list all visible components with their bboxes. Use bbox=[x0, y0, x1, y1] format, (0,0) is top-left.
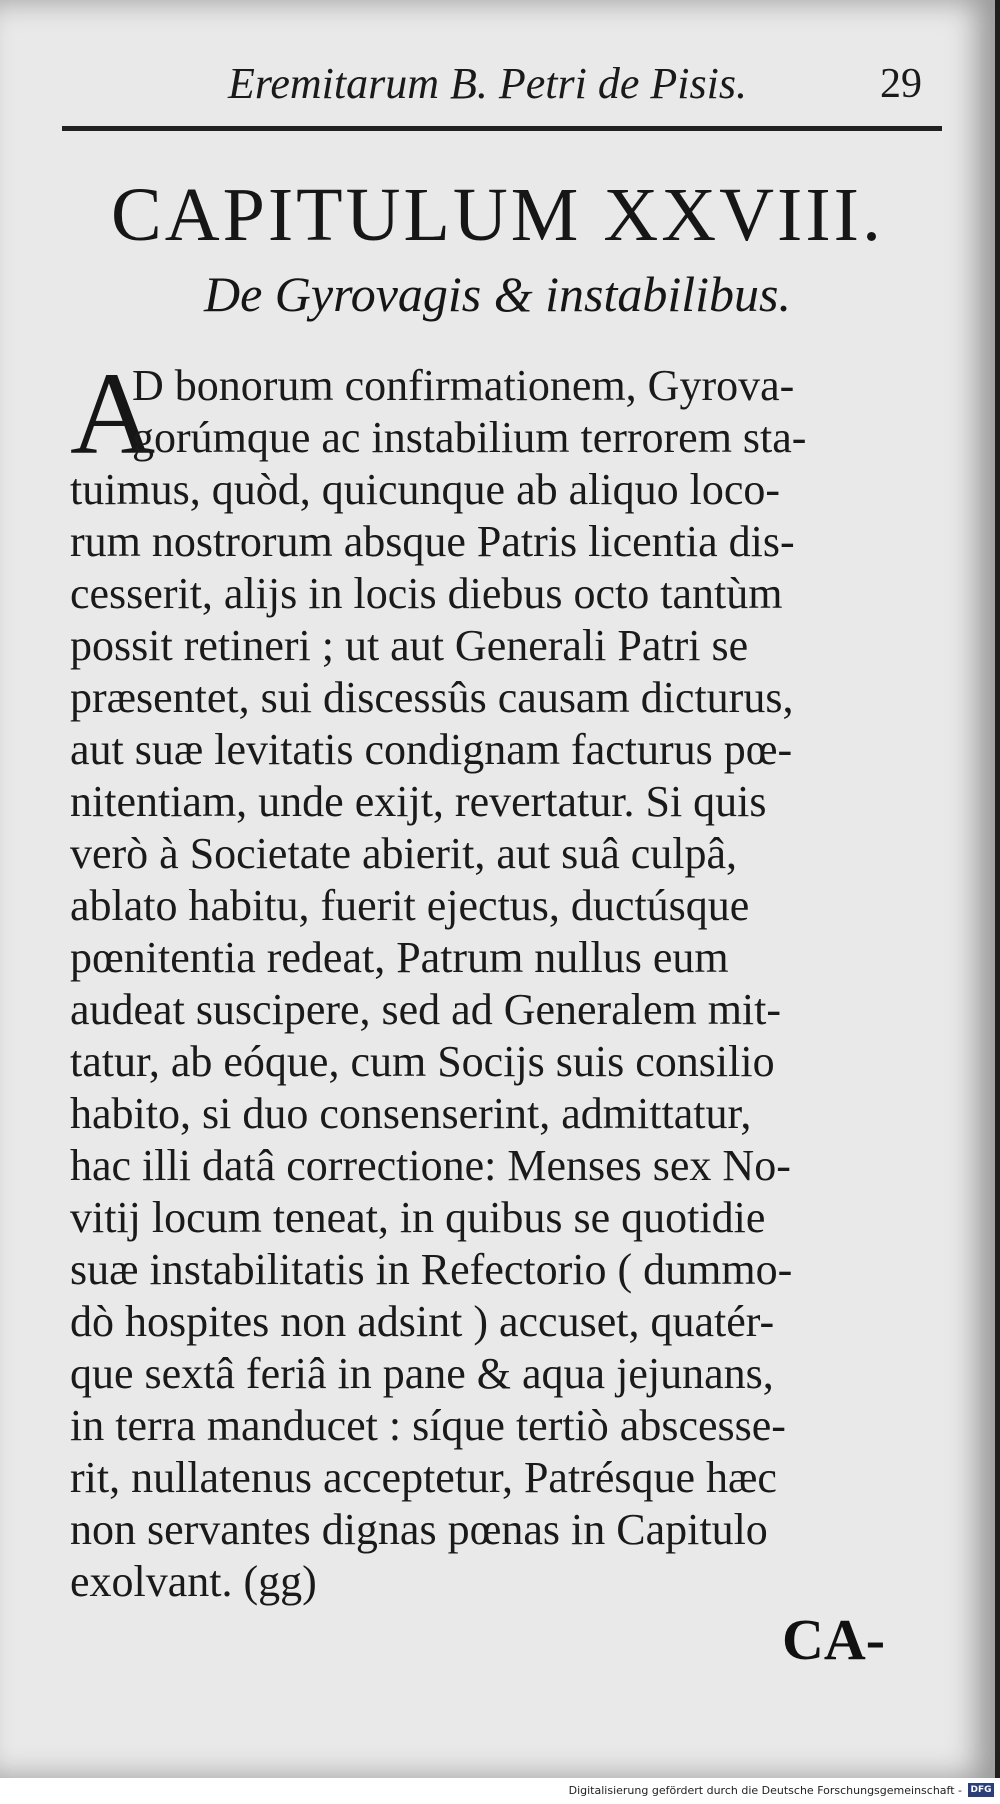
funding-credit: Digitalisierung gefördert durch die Deutsche Forschungsgemeinschaft - bbox=[568, 1784, 962, 1797]
text-line: exolvant. (gg) bbox=[70, 1557, 317, 1606]
text-line: præsentet, sui discessûs causam dicturus, bbox=[70, 673, 794, 722]
text-line: ablato habitu, fuerit ejectus, ductúsque bbox=[70, 881, 750, 930]
page-number: 29 bbox=[880, 61, 922, 107]
digitization-footer bbox=[0, 1778, 1000, 1804]
text-line: audeat suscipere, sed ad Generalem mit- bbox=[70, 985, 782, 1034]
drop-cap: A bbox=[70, 348, 156, 479]
text-line: cesserit, alijs in locis diebus octo tantùm bbox=[70, 569, 783, 618]
text-line: nitentiam, unde exijt, revertatur. Si quis bbox=[70, 777, 767, 826]
text-line: aut suæ levitatis condignam facturus pœ- bbox=[70, 725, 793, 774]
text-line: dò hospites non adsint ) accuset, quatér- bbox=[70, 1297, 775, 1346]
text-line: tatur, ab eóque, cum Socijs suis consilio bbox=[70, 1037, 775, 1086]
text-line: tuimus, quòd, quicunque ab aliquo loco- bbox=[70, 465, 780, 514]
text-line: in terra manducet : síque tertiò abscesse- bbox=[70, 1401, 786, 1450]
text-line: que sextâ feriâ in pane & aqua jejunans, bbox=[70, 1349, 774, 1398]
text-line: verò à Societate abierit, aut suâ culpâ, bbox=[70, 829, 738, 878]
header-rule bbox=[62, 126, 942, 131]
text-line: pœnitentia redeat, Patrum nullus eum bbox=[70, 933, 729, 982]
text-line: vitij locum teneat, in quibus se quotidie bbox=[70, 1193, 766, 1242]
text-line: rum nostrorum absque Patris licentia dis- bbox=[70, 517, 795, 566]
text-line: suæ instabilitatis in Refectorio ( dummo- bbox=[70, 1245, 793, 1294]
chapter-title: CAPITULUM XXVIII. bbox=[111, 173, 884, 257]
chapter-subtitle: De Gyrovagis & instabilibus. bbox=[203, 266, 791, 322]
chapter-body bbox=[70, 348, 950, 1608]
page-header bbox=[0, 48, 995, 128]
text-line: gorúmque ac instabilium terrorem sta- bbox=[132, 413, 807, 462]
catchword: CA- bbox=[782, 1607, 886, 1672]
text-line: D bonorum confirmationem, Gyrova- bbox=[132, 361, 795, 410]
text-line: rit, nullatenus acceptetur, Patrésque hæc bbox=[70, 1453, 777, 1502]
text-line: possit retineri ; ut aut Generali Patri se bbox=[70, 621, 749, 670]
text-line: hac illi datâ correctione: Menses sex No- bbox=[70, 1141, 791, 1190]
running-title: Eremitarum B. Petri de Pisis. bbox=[228, 59, 747, 108]
text-line: habito, si duo consenserint, admittatur, bbox=[70, 1089, 752, 1138]
text-line: non servantes dignas pœnas in Capitulo bbox=[70, 1505, 768, 1554]
dfg-logo: DFG bbox=[968, 1783, 994, 1797]
